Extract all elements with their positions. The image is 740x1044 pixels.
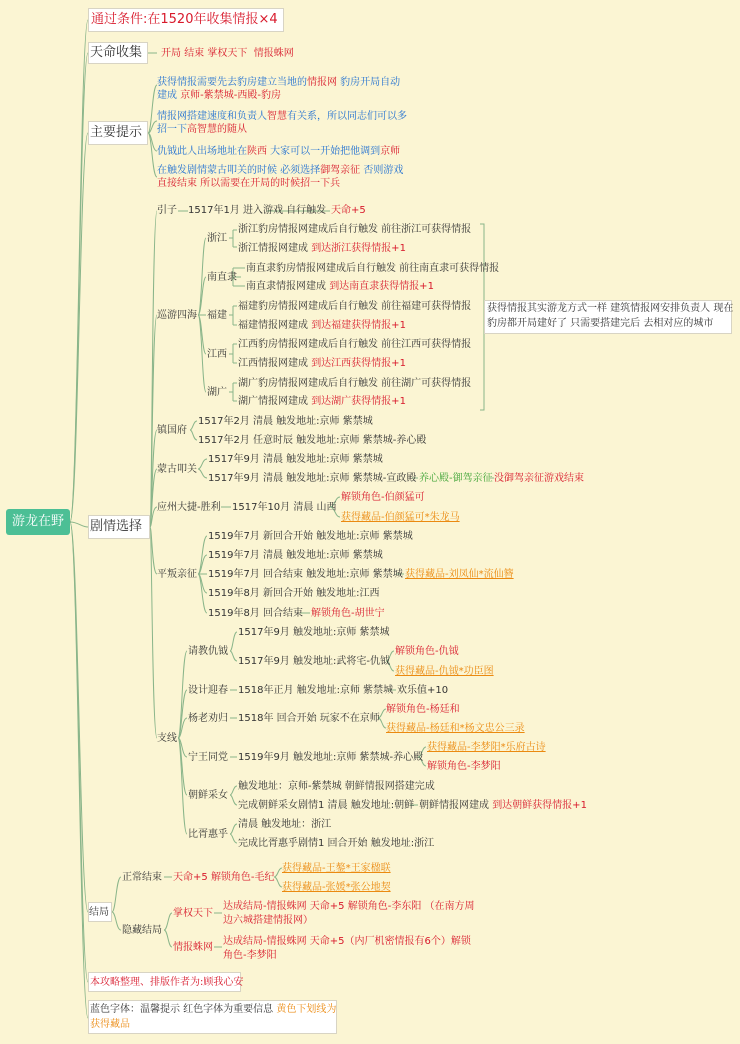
province-name: 江西 [207,349,227,360]
pingpan-line: 1519年7月 清晨 触发地址:京师 紫禁城 [208,550,383,561]
pingpan-label: 平叛亲征 [157,569,197,580]
province-name: 南直隶 [207,272,237,283]
province-line1: 湖广豹房情报网建成后自行触发 前往湖广可获得情报 [238,378,472,389]
ningwang-unlock: 解锁角色-李梦阳 [427,761,501,772]
tianming-label: 天命收集 [90,45,143,60]
tips-line [157,76,400,89]
tips-segment: 情报网搭建速度和负责人 [157,111,267,122]
tips-segment: 御驾亲征 [320,165,361,176]
tips-segment: 京师 [380,146,401,157]
legend-line2: 获得藏品 [90,1019,130,1030]
province-line2 [238,242,406,255]
tips-segment: 豹房开局自动 [337,77,401,88]
zq-line2: 边六城搭建情报网） [223,915,313,926]
province-reward: 到达南直隶获得情报+1 [329,281,434,292]
province-line1: 福建豹房情报网建成后自行触发 前往福建可获得情报 [238,301,472,312]
menggu-label: 蒙古叩关 [157,464,197,475]
ningwang-text: 1519年9月 触发地址:京师 紫禁城-养心殿 [238,752,424,763]
menggu-line1: 1517年9月 清晨 触发地址:京师 紫禁城 [208,454,383,465]
yinzi-result: 天命+5 [331,205,366,216]
bixu-line2: 完成比胥惠乎剧情1 回合开始 触发地址:浙江 [238,838,435,849]
province-reward: 到达江西获得情报+1 [311,358,406,369]
yanglao-unlock: 解锁角色-杨廷和 [386,704,460,715]
bixu-line1: 清晨 触发地址：浙江 [238,819,332,830]
province-line1: 南直隶豹房情报网建成后自行触发 前往南直隶可获得情报 [246,263,500,274]
chaoxian-label: 朝鲜采女 [188,790,228,801]
legend-colors: 蓝色字体：温馨提示 红色字体为重要信息 [90,1004,277,1015]
qingjiao-label: 请教仇钺 [188,646,228,657]
yanglao-text: 1518年 回合开始 玩家不在京师 [238,713,380,724]
province-line2 [238,357,406,370]
root-node: 游龙在野 [6,509,70,535]
pingpan-unlock: 解锁角色-胡世宁 [311,608,385,619]
chaoxian-line2b [419,799,587,812]
hidden-end-label: 隐藏结局 [122,925,162,936]
province-net: 浙江情报网建成 [238,243,308,254]
province-name: 浙江 [207,233,227,244]
tips-segment: 仇钺此人出场地址在 [157,146,247,157]
province-net: 湖广情报网建成 [238,396,308,407]
province-line2 [246,280,434,293]
tips-segment: 招一下 [157,124,187,135]
zhixian-label: 支线 [157,733,177,744]
normal-end-collect2: 获得藏品-张媛*张公地契 [282,882,391,893]
province-line1: 江西豹房情报网建成后自行触发 前往江西可获得情报 [238,339,472,350]
sheji-result: 欢乐值+10 [397,685,449,696]
tips-line [157,110,407,123]
zq-line1: 达成结局-情报蛛网 天命+5 解锁角色-李东阳 （在南方周 [223,901,475,912]
sheji-label: 设计迎春 [188,685,228,696]
yinzi-text: 1517年1月 进入游戏 自行触发 [188,205,327,216]
tips-segment: 陕西 [247,146,267,157]
menggu-result: 没御驾亲征游戏结束 [494,473,584,484]
tips-segment: 建成 [157,90,181,101]
sheji-text: 1518年正月 触发地址:京师 紫禁城 [238,685,394,696]
normal-end-collect1: 获得藏品-王鏊*王家楹联 [282,863,391,874]
province-name: 湖广 [207,387,227,398]
xunyou-note-line1: 获得情报其实游龙方式一样 建筑情报网安排负责人 现在 [487,303,734,314]
tianming-item: 情报蛛网 [253,48,294,59]
tips-line [157,89,281,102]
tips-segment: 否则游戏 [360,165,404,176]
pingpan-line: 1519年7月 新回合开始 触发地址:京师 紫禁城 [208,531,413,542]
zhenguofu-line: 1517年2月 任意时辰 触发地址:京师 紫禁城-养心殿 [198,435,427,446]
ending-label: 结局 [89,907,109,918]
yingzhou-label: 应州大捷-胜利 [157,502,221,513]
tianming-item: 掌权天下 [207,48,248,59]
tips-label: 主要提示 [90,125,143,140]
tips-segment: 大家可以一开始把他调到 [267,146,381,157]
normal-end-unlock: 解锁角色-毛纪 [210,872,275,883]
tips-segment: 在触发剧情蒙古叩关的时候 必须选择 [157,165,321,176]
chaoxian-line2: 完成朝鲜采女剧情1 清晨 触发地址:朝鲜 [238,800,415,811]
pingpan-line: 1519年7月 回合结束 触发地址:京师 紫禁城 [208,569,403,580]
zq-label: 掌权天下 [173,908,213,919]
pingpan-line: 1519年8月 新回合开始 触发地址:江西 [208,588,380,599]
tips-line [157,164,403,177]
tips-segment: 智慧 [267,111,287,122]
normal-end-mandate: 天命+5 [173,872,208,883]
xunyou-label: 巡游四海 [157,310,197,321]
province-reward: 到达福建获得情报+1 [311,320,406,331]
normal-end-label: 正常结束 [122,872,162,883]
yingzhou-text: 1517年10月 清晨 山西 [232,502,337,513]
qb-line1: 达成结局-情报蛛网 天命+5（内厂机密情报有6个）解锁 [223,936,471,947]
yingzhou-result1: 解锁角色-伯颜猛可 [341,492,425,503]
province-line2 [238,395,406,408]
ningwang-collect: 获得藏品-李梦阳*乐府古诗 [427,742,546,753]
legend-underline-note: 黄色下划线为 [276,1004,337,1015]
qingjiao-line2: 1517年9月 触发地址:武将宅-仇钺 [238,656,390,667]
normal-end-text [173,871,275,884]
qingjiao-collect: 获得藏品-仇钺*功臣图 [395,666,494,677]
qb-label: 情报蛛网 [173,942,213,953]
pingpan-line: 1519年8月 回合结束 [208,608,303,619]
qingjiao-unlock: 解锁角色-仇钺 [395,646,459,657]
menggu-green: 养心殿-御驾亲征 [419,473,493,484]
qingjiao-line1: 1517年9月 触发地址:京师 紫禁城 [238,627,390,638]
qb-line2: 角色-李梦阳 [223,950,277,961]
credit-text: 本攻略整理、排版作者为:顾我心安 [90,977,244,988]
chaoxian-net: 朝鲜情报网建成 [419,800,489,811]
tips-segment: 有关系，所以同志们可以多 [287,111,407,122]
province-net: 福建情报网建成 [238,320,308,331]
province-name: 福建 [207,310,227,321]
tips-segment: 京师-紫禁城-西殿-豹房 [180,90,282,101]
zhenguofu-label: 镇国府 [157,425,187,436]
tianming-item: 结束 [184,48,205,59]
chaoxian-line1: 触发地址：京师-紫禁城 朝鲜情报网搭建完成 [238,781,435,792]
tips-line [157,177,340,190]
province-reward: 到达湖广获得情报+1 [311,396,406,407]
story-label: 剧情选择 [90,519,143,534]
province-reward: 到达浙江获得情报+1 [311,243,406,254]
province-line1: 浙江豹房情报网建成后自行触发 前往浙江可获得情报 [238,224,472,235]
bixu-label: 比胥惠乎 [188,829,228,840]
xunyou-note-line2: 豹房都开局建好了 只需要搭建完后 去相对应的城市 [487,318,714,329]
yanglao-label: 杨老劝归 [188,713,228,724]
tips-segment: 情报网 [307,77,337,88]
province-net: 南直隶情报网建成 [246,281,326,292]
tips-segment: 高智慧的随从 [187,124,247,135]
province-net: 江西情报网建成 [238,358,308,369]
yingzhou-result2: 获得藏品-伯颜猛可*朱龙马 [341,512,460,523]
tips-segment: 直接结束 所以需要在开局的时候招一下兵 [157,178,341,189]
tips-segment: 获得情报需要先去豹房建立当地的 [157,77,307,88]
zhenguofu-line: 1517年2月 清晨 触发地址:京师 紫禁城 [198,416,373,427]
province-line2 [238,319,406,332]
tips-line [157,145,400,158]
chaoxian-reward: 到达朝鲜获得情报+1 [492,800,587,811]
ningwang-label: 宁王同党 [188,752,228,763]
menggu-line2: 1517年9月 清晨 触发地址:京师 紫禁城-宣政殿 [208,473,417,484]
pingpan-collect: 获得藏品-刘凤仙*流仙簪 [405,569,514,580]
tips-line [157,123,247,136]
yinzi-label: 引子 [157,205,177,216]
yanglao-collect: 获得藏品-杨廷和*杨文忠公三录 [386,723,525,734]
tianming-items [161,47,294,60]
tianming-item: 开局 [161,48,181,59]
condition-text: 通过条件:在1520年收集情报×4 [91,12,278,27]
legend-line1 [90,1003,336,1016]
